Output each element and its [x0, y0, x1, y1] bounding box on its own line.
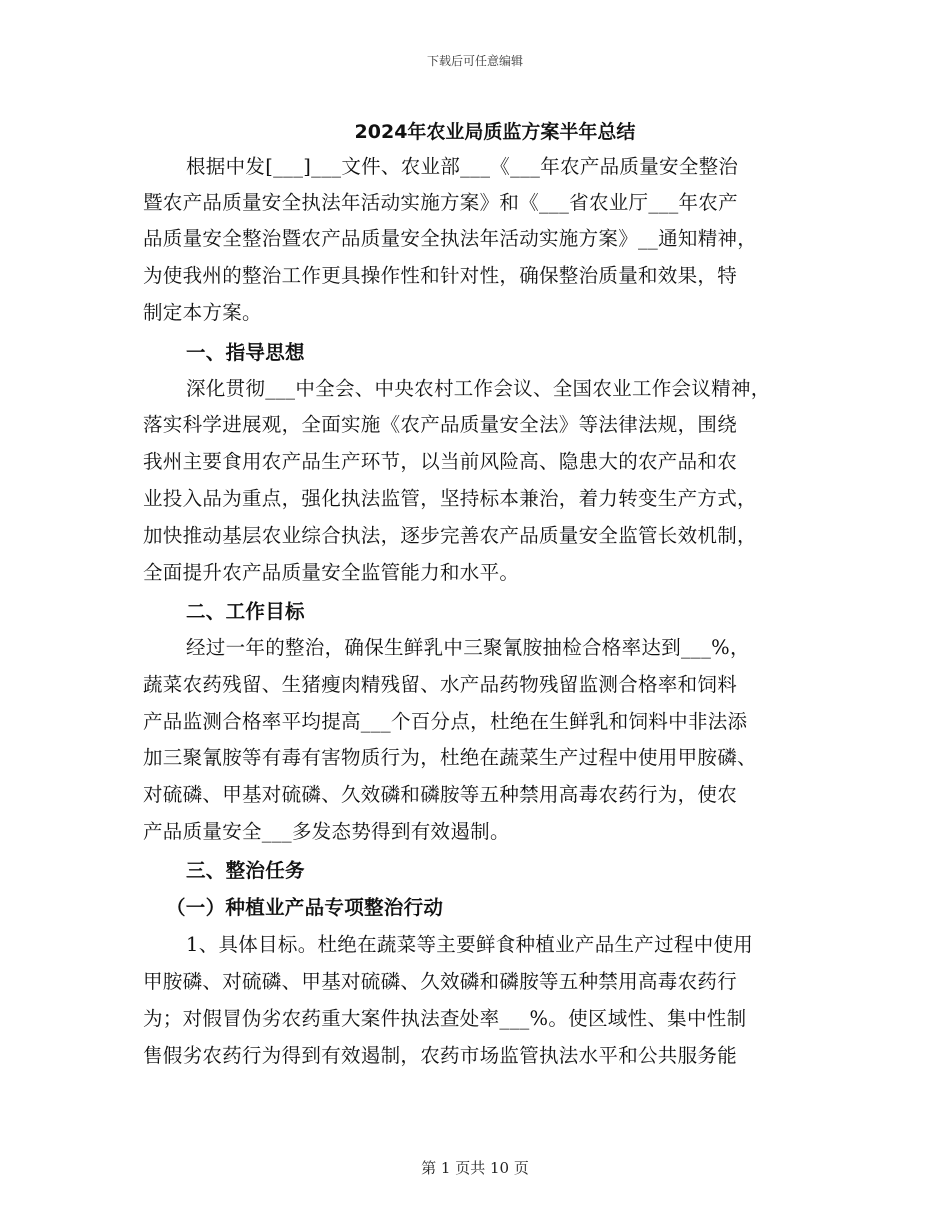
body-line: 为使我州的整治工作更具操作性和针对性，确保整治质量和效果，特 [143, 264, 738, 287]
section-heading: 一、指导思想 [186, 341, 305, 364]
body-line: 加快推动基层农业综合执法，逐步完善农产品质量安全监管长效机制， [143, 524, 757, 547]
body-line: 深化贯彻___中全会、中央农村工作会议、全国农业工作会议精神， [186, 377, 771, 400]
body-line: 落实科学进展观，全面实施《农产品质量安全法》等法律法规，围绕 [143, 413, 738, 436]
body-line: 产品监测合格率平均提高___个百分点，杜绝在生鲜乳和饲料中非法添 [143, 710, 748, 733]
body-line: 根据中发[___]___文件、农业部___《___年农产品质量安全整治 [186, 155, 739, 178]
body-line: 我州主要食用农产品生产环节，以当前风险高、隐患大的农产品和农 [143, 450, 738, 473]
body-line: 品质量安全整治暨农产品质量安全执法年活动实施方案》__通知精神， [143, 227, 758, 250]
body-line: 1、具体目标。杜绝在蔬菜等主要鲜食种植业产品生产过程中使用 [186, 933, 754, 956]
page-header: 下载后可任意编辑 [426, 54, 523, 68]
body-line: 对硫磷、甲基对硫磷、久效磷和磷胺等五种禁用高毒农药行为，使农 [143, 783, 738, 806]
body-line: 产品质量安全___多发态势得到有效遏制。 [143, 820, 510, 843]
body-line: 全面提升农产品质量安全监管能力和水平。 [143, 561, 520, 584]
subsection-heading: （一）种植业产品专项整治行动 [166, 896, 444, 919]
body-line: 为；对假冒伪劣农药重大案件执法查处率___%。使区域性、集中性制 [143, 1007, 747, 1030]
section-heading: 三、整治任务 [186, 859, 305, 882]
page-number: 第 1 页共 10 页 [421, 1159, 529, 1177]
body-line: 售假劣农药行为得到有效遏制，农药市场监管执法水平和公共服务能 [143, 1044, 738, 1067]
body-line: 甲胺磷、对硫磷、甲基对硫磷、久效磷和磷胺等五种禁用高毒农药行 [143, 970, 738, 993]
body-line: 经过一年的整治，确保生鲜乳中三聚氰胺抽检合格率达到___%， [186, 636, 750, 659]
body-line: 暨农产品质量安全执法年活动实施方案》和《___省农业厅___年农产 [143, 191, 738, 214]
body-line: 制定本方案。 [143, 301, 262, 324]
section-heading: 二、工作目标 [186, 600, 305, 623]
document-title: 2024年农业局质监方案半年总结 [354, 121, 636, 143]
body-line: 加三聚氰胺等有毒有害物质行为，杜绝在蔬菜生产过程中使用甲胺磷、 [143, 746, 757, 769]
body-line: 蔬菜农药残留、生猪瘦肉精残留、水产品药物残留监测合格率和饲料 [143, 673, 738, 696]
body-line: 业投入品为重点，强化执法监管，坚持标本兼治，着力转变生产方式， [143, 487, 757, 510]
